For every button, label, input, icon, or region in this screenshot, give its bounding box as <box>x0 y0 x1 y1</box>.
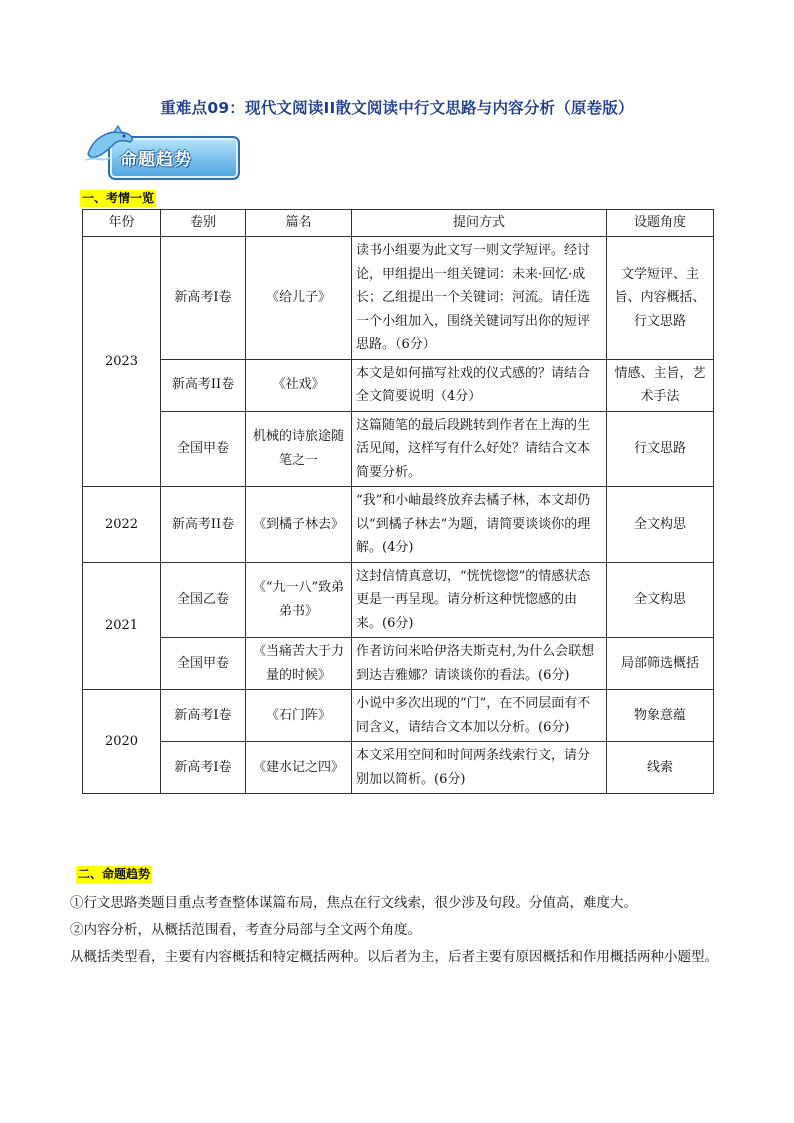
angle-cell: 物象意蕴 <box>607 690 714 742</box>
table-row <box>83 237 714 360</box>
table-row <box>83 690 714 742</box>
angle-cell: 线索 <box>607 742 714 794</box>
year-cell: 2020 <box>83 690 161 794</box>
header-year: 年份 <box>83 210 161 237</box>
question-cell: 作者访问米哈伊洛夫斯克村,为什么会联想到达吉雅娜？请谈谈你的看法。(6分) <box>352 638 607 690</box>
table-row <box>83 562 714 638</box>
paper-cell: 新高考I卷 <box>161 690 246 742</box>
angle-cell: 局部筛选概括 <box>607 638 714 690</box>
question-cell: 本文是如何描写社戏的仪式感的？请结合全文简要说明（4分） <box>352 359 607 411</box>
title-cell: 《建水记之四》 <box>246 742 352 794</box>
year-cell: 2023 <box>83 237 161 487</box>
paper-cell: 新高考I卷 <box>161 237 246 360</box>
paper-cell: 新高考II卷 <box>161 359 246 411</box>
title-cell: 《到橘子林去》 <box>246 487 352 563</box>
title-cell: 《石门阵》 <box>246 690 352 742</box>
section-heading-overview: 一、考情一览 <box>82 191 155 205</box>
trend-paragraph: ①行文思路类题目重点考查整体谋篇布局，焦点在行文线索，很少涉及句段。分值高，难度大。 <box>70 895 637 911</box>
section-banner <box>84 124 240 182</box>
question-cell: 读书小组要为此文写一则文学短评。经讨论，甲组提出一组关键词：未来·回忆·成长；乙组提出一个关键词：河流。请任选一个小组加入，围绕关键词写出你的短评思路。（6分） <box>352 237 607 360</box>
year-cell: 2022 <box>83 487 161 563</box>
title-cell: 《社戏》 <box>246 359 352 411</box>
table-row <box>83 742 714 794</box>
paper-cell: 新高考I卷 <box>161 742 246 794</box>
question-cell: 这封信情真意切，“恍恍惚惚”的情感状态更是一再呈现。请分析这种恍惚感的由来。(6分) <box>352 562 607 638</box>
table-header-row <box>83 210 714 237</box>
paper-cell: 新高考II卷 <box>161 487 246 563</box>
title-cell: 《给儿子》 <box>246 237 352 360</box>
question-cell: “我”和小岫最终放弃去橘子林，本文却仍以“到橘子林去”为题，请简要谈谈你的理解。(4分) <box>352 487 607 563</box>
exam-table <box>82 209 714 794</box>
angle-cell: 全文构思 <box>607 562 714 638</box>
table-row <box>83 487 714 563</box>
angle-cell: 文学短评、主旨、内容概括、行文思路 <box>607 237 714 360</box>
year-cell: 2021 <box>83 562 161 690</box>
trend-paragraph: 从概括类型看，主要有内容概括和特定概括两种。以后者为主，后者主要有原因概括和作用概括两种小题型。 <box>70 949 718 965</box>
table-row <box>83 411 714 487</box>
table-row <box>83 359 714 411</box>
section-heading-trend: 二、命题趋势 <box>78 867 151 881</box>
header-paper: 卷别 <box>161 210 246 237</box>
question-cell: 小说中多次出现的“门”，在不同层面有不同含义，请结合文本加以分析。(6分) <box>352 690 607 742</box>
paper-cell: 全国甲卷 <box>161 411 246 487</box>
paper-cell: 全国乙卷 <box>161 562 246 638</box>
angle-cell: 行文思路 <box>607 411 714 487</box>
banner-label: 命题趋势 <box>120 150 192 170</box>
paper-cell: 全国甲卷 <box>161 638 246 690</box>
header-angle: 设题角度 <box>607 210 714 237</box>
page-title: 重难点09：现代文阅读II散文阅读中行文思路与内容分析（原卷版） <box>160 99 634 117</box>
title-cell: 机械的诗旅途随笔之一 <box>246 411 352 487</box>
trend-paragraph: ②内容分析，从概括范围看，考查分局部与全文两个角度。 <box>70 922 421 938</box>
header-question: 提问方式 <box>352 210 607 237</box>
header-title: 篇名 <box>246 210 352 237</box>
angle-cell: 情感、主旨，艺术手法 <box>607 359 714 411</box>
question-cell: 本文采用空间和时间两条线索行文，请分别加以简析。(6分) <box>352 742 607 794</box>
table-row <box>83 638 714 690</box>
title-cell: 《当痛苦大于力量的时候》 <box>246 638 352 690</box>
title-cell: 《“九一八”致弟弟书》 <box>246 562 352 638</box>
question-cell: 这篇随笔的最后段跳转到作者在上海的生活见闻，这样写有什么好处？请结合文本简要分析。 <box>352 411 607 487</box>
angle-cell: 全文构思 <box>607 487 714 563</box>
